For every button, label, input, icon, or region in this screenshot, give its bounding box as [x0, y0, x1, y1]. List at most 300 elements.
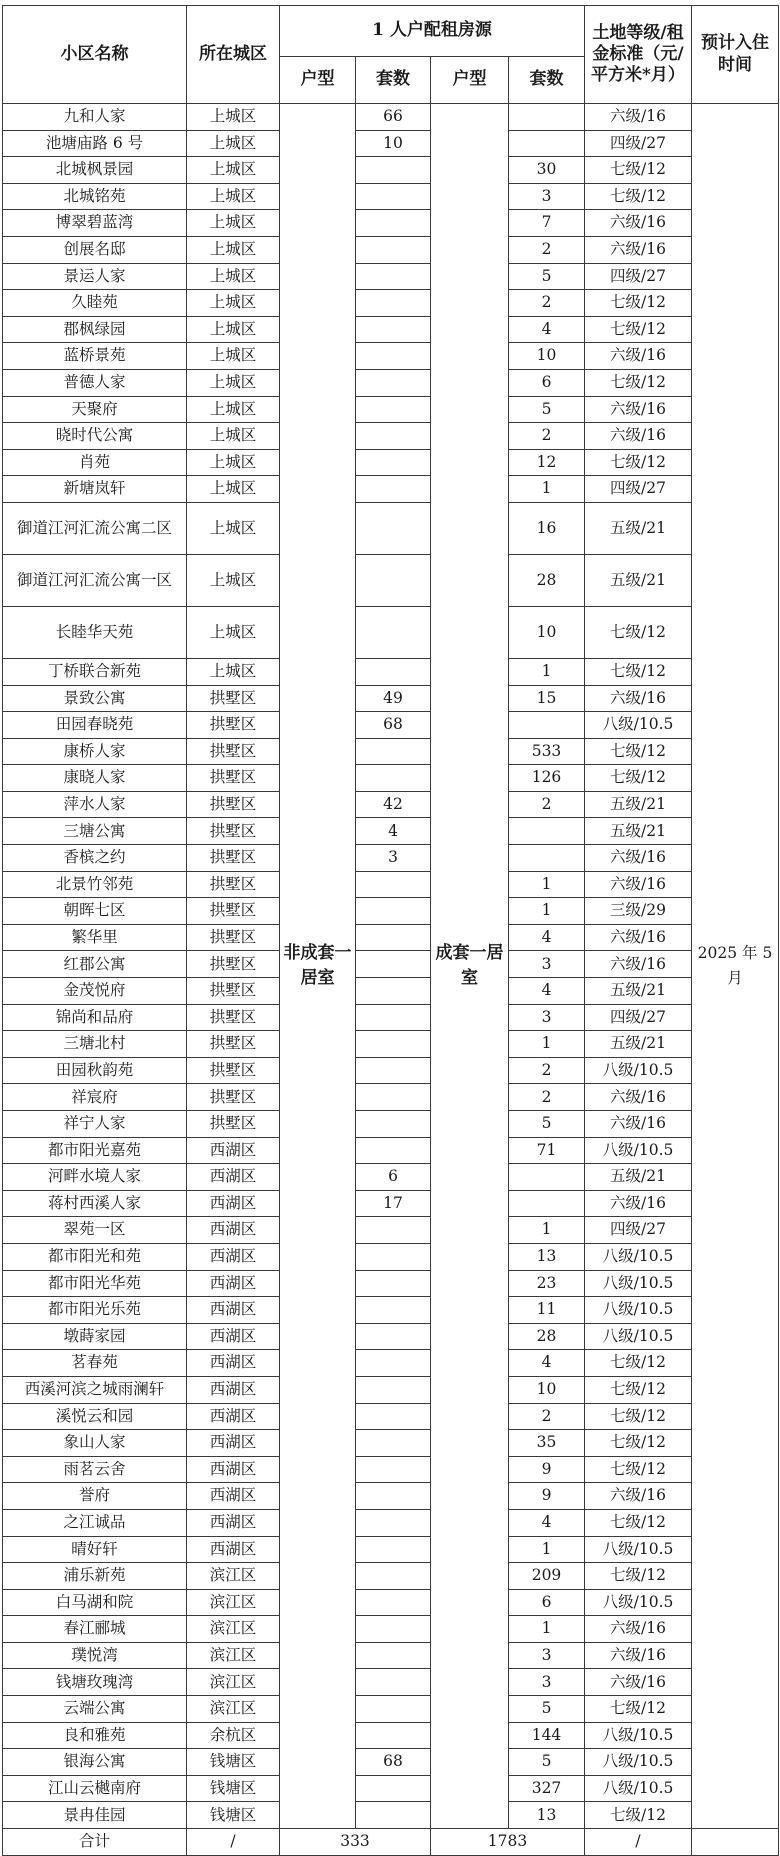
- unit-count-non-suite: [356, 765, 431, 792]
- table-row: [3, 898, 779, 925]
- land-grade-rent: 七级/12: [585, 738, 692, 765]
- community-name: 朝晖七区: [3, 898, 187, 925]
- land-grade-rent: 六级/16: [585, 423, 692, 450]
- community-name: 祥宁人家: [3, 1111, 187, 1138]
- unit-count-non-suite: [356, 449, 431, 476]
- community-name: 康桥人家: [3, 738, 187, 765]
- land-grade-rent: 七级/12: [585, 765, 692, 792]
- unit-count-non-suite: [356, 1616, 431, 1643]
- unit-count-non-suite: [356, 1802, 431, 1829]
- community-name: 金茂悦府: [3, 978, 187, 1005]
- table-row: [3, 316, 779, 343]
- unit-count-non-suite: [356, 1350, 431, 1377]
- land-grade-rent: 六级/16: [585, 685, 692, 712]
- land-grade-rent: 五级/21: [585, 791, 692, 818]
- land-grade-rent: 六级/16: [585, 951, 692, 978]
- community-name: 良和雅苑: [3, 1722, 187, 1749]
- table-row: [3, 1749, 779, 1776]
- land-grade-rent: 七级/12: [585, 157, 692, 184]
- land-grade-rent: 五级/21: [585, 818, 692, 845]
- community-name: 郡枫绿园: [3, 316, 187, 343]
- land-grade-rent: 六级/16: [585, 1616, 692, 1643]
- district-cell: 上城区: [187, 290, 280, 317]
- district-cell: 西湖区: [187, 1164, 280, 1191]
- unit-count-non-suite: [356, 951, 431, 978]
- land-grade-rent: 七级/12: [585, 1563, 692, 1590]
- unit-count-suite: 7: [509, 210, 585, 237]
- unit-count-suite: 4: [509, 316, 585, 343]
- land-grade-rent: 五级/21: [585, 554, 692, 606]
- community-name: 翠苑一区: [3, 1217, 187, 1244]
- table-row: [3, 1642, 779, 1669]
- unit-count-suite: 1: [509, 1031, 585, 1058]
- district-cell: 西湖区: [187, 1350, 280, 1377]
- unit-count-non-suite: [356, 1111, 431, 1138]
- unit-count-non-suite: [356, 1696, 431, 1723]
- community-name: 北城铭苑: [3, 183, 187, 210]
- district-cell: 上城区: [187, 130, 280, 157]
- header-housing-group: 1 人户配租房源: [280, 6, 585, 57]
- district-cell: 滨江区: [187, 1642, 280, 1669]
- rental-housing-table: [2, 5, 779, 1856]
- district-cell: 上城区: [187, 183, 280, 210]
- table-row: [3, 1164, 779, 1191]
- table-row: [3, 606, 779, 658]
- unit-count-suite: 144: [509, 1722, 585, 1749]
- land-grade-rent: 七级/12: [585, 1509, 692, 1536]
- total-move-in: [692, 1829, 779, 1856]
- unit-count-suite: 3: [509, 1004, 585, 1031]
- land-grade-rent: 六级/16: [585, 1669, 692, 1696]
- community-name: 河畔水境人家: [3, 1164, 187, 1191]
- unit-count-non-suite: [356, 1775, 431, 1802]
- district-cell: 滨江区: [187, 1696, 280, 1723]
- unit-count-suite: 28: [509, 554, 585, 606]
- table-row: [3, 476, 779, 503]
- community-name: 都市阳光和苑: [3, 1243, 187, 1270]
- land-grade-rent: 八级/10.5: [585, 1323, 692, 1350]
- unit-count-suite: [509, 712, 585, 739]
- community-name: 锦尚和品府: [3, 1004, 187, 1031]
- table-row: [3, 236, 779, 263]
- land-grade-rent: 五级/21: [585, 1031, 692, 1058]
- community-name: 之江诚品: [3, 1509, 187, 1536]
- unit-count-non-suite: 4: [356, 818, 431, 845]
- unit-count-suite: 13: [509, 1243, 585, 1270]
- unit-count-non-suite: [356, 1217, 431, 1244]
- land-grade-rent: 四级/27: [585, 476, 692, 503]
- table-row: [3, 1111, 779, 1138]
- unit-count-non-suite: 68: [356, 712, 431, 739]
- table-row: [3, 951, 779, 978]
- district-cell: 拱墅区: [187, 738, 280, 765]
- unit-count-suite: 10: [509, 606, 585, 658]
- move-in-time: 2025 年 5 月: [692, 104, 779, 1829]
- table-row: [3, 1376, 779, 1403]
- unit-count-suite: [509, 1164, 585, 1191]
- community-name: 三塘公寓: [3, 818, 187, 845]
- table-row: [3, 130, 779, 157]
- land-grade-rent: 八级/10.5: [585, 712, 692, 739]
- district-cell: 西湖区: [187, 1430, 280, 1457]
- table-body: [3, 104, 779, 1856]
- table-row: [3, 369, 779, 396]
- unit-count-non-suite: [356, 1483, 431, 1510]
- table-row: [3, 449, 779, 476]
- community-name: 都市阳光华苑: [3, 1270, 187, 1297]
- unit-count-non-suite: 49: [356, 685, 431, 712]
- district-cell: 拱墅区: [187, 1111, 280, 1138]
- table-row: [3, 1563, 779, 1590]
- unit-count-non-suite: 66: [356, 104, 431, 131]
- unit-count-suite: [509, 130, 585, 157]
- table-row: [3, 1509, 779, 1536]
- land-grade-rent: 六级/16: [585, 396, 692, 423]
- land-grade-rent: 七级/12: [585, 1456, 692, 1483]
- community-name: 香槟之约: [3, 845, 187, 872]
- community-name: 白马湖和院: [3, 1589, 187, 1616]
- unit-count-non-suite: [356, 423, 431, 450]
- table-row: [3, 1589, 779, 1616]
- community-name: 晓时代公寓: [3, 423, 187, 450]
- district-cell: 上城区: [187, 369, 280, 396]
- unit-count-suite: 6: [509, 1589, 585, 1616]
- unit-count-non-suite: [356, 1403, 431, 1430]
- table-row: [3, 263, 779, 290]
- district-cell: 西湖区: [187, 1270, 280, 1297]
- unit-count-suite: 4: [509, 1509, 585, 1536]
- total-district: /: [187, 1829, 280, 1856]
- land-grade-rent: 五级/21: [585, 978, 692, 1005]
- community-name: 西溪河滨之城雨澜轩: [3, 1376, 187, 1403]
- table-row: [3, 1190, 779, 1217]
- unit-count-suite: 9: [509, 1456, 585, 1483]
- unit-count-non-suite: 10: [356, 130, 431, 157]
- unit-count-non-suite: [356, 396, 431, 423]
- table-row: [3, 554, 779, 606]
- community-name: 晴好轩: [3, 1536, 187, 1563]
- unit-count-non-suite: 68: [356, 1749, 431, 1776]
- community-name: 创展名邸: [3, 236, 187, 263]
- district-cell: 上城区: [187, 502, 280, 554]
- community-name: 肖苑: [3, 449, 187, 476]
- unit-count-non-suite: [356, 236, 431, 263]
- land-grade-rent: 八级/10.5: [585, 1270, 692, 1297]
- district-cell: 西湖区: [187, 1297, 280, 1324]
- unit-count-non-suite: [356, 924, 431, 951]
- unit-count-suite: [509, 818, 585, 845]
- district-cell: 上城区: [187, 658, 280, 685]
- unit-count-suite: 5: [509, 263, 585, 290]
- district-cell: 上城区: [187, 554, 280, 606]
- land-grade-rent: 八级/10.5: [585, 1057, 692, 1084]
- table-row: [3, 1775, 779, 1802]
- unit-count-suite: 30: [509, 157, 585, 184]
- unit-count-suite: 209: [509, 1563, 585, 1590]
- community-name: 茗春苑: [3, 1350, 187, 1377]
- district-cell: 拱墅区: [187, 978, 280, 1005]
- land-grade-rent: 四级/27: [585, 263, 692, 290]
- unit-count-non-suite: [356, 290, 431, 317]
- unit-count-non-suite: [356, 316, 431, 343]
- table-row: [3, 1536, 779, 1563]
- land-grade-rent: 七级/12: [585, 369, 692, 396]
- district-cell: 滨江区: [187, 1669, 280, 1696]
- table-row: [3, 1696, 779, 1723]
- community-name: 溪悦云和园: [3, 1403, 187, 1430]
- table-row: [3, 1137, 779, 1164]
- district-cell: 滨江区: [187, 1589, 280, 1616]
- district-cell: 拱墅区: [187, 685, 280, 712]
- unit-count-suite: 35: [509, 1430, 585, 1457]
- unit-count-suite: [509, 845, 585, 872]
- table-row: [3, 1057, 779, 1084]
- community-name: 三塘北村: [3, 1031, 187, 1058]
- unit-count-suite: 4: [509, 1350, 585, 1377]
- community-name: 浦乐新苑: [3, 1563, 187, 1590]
- table-row: [3, 712, 779, 739]
- header-type-1: 户型: [280, 57, 356, 104]
- unit-count-suite: 10: [509, 1376, 585, 1403]
- unit-count-suite: 11: [509, 1297, 585, 1324]
- land-grade-rent: 三级/29: [585, 898, 692, 925]
- unit-count-suite: 5: [509, 1749, 585, 1776]
- unit-count-suite: 1: [509, 898, 585, 925]
- land-grade-rent: 七级/12: [585, 290, 692, 317]
- table-row: [3, 791, 779, 818]
- unit-count-non-suite: [356, 1669, 431, 1696]
- district-cell: 拱墅区: [187, 1057, 280, 1084]
- total-row: [3, 1829, 779, 1856]
- community-name: 景运人家: [3, 263, 187, 290]
- land-grade-rent: 七级/12: [585, 1696, 692, 1723]
- district-cell: 西湖区: [187, 1217, 280, 1244]
- unit-count-non-suite: [356, 263, 431, 290]
- land-grade-rent: 七级/12: [585, 606, 692, 658]
- district-cell: 上城区: [187, 316, 280, 343]
- land-grade-rent: 八级/10.5: [585, 1589, 692, 1616]
- unit-count-suite: 1: [509, 476, 585, 503]
- unit-count-suite: 9: [509, 1483, 585, 1510]
- land-grade-rent: 八级/10.5: [585, 1536, 692, 1563]
- district-cell: 拱墅区: [187, 1084, 280, 1111]
- unit-count-suite: 3: [509, 951, 585, 978]
- unit-count-non-suite: [356, 1243, 431, 1270]
- unit-count-suite: 28: [509, 1323, 585, 1350]
- unit-count-suite: 2: [509, 423, 585, 450]
- unit-count-suite: [509, 1190, 585, 1217]
- unit-count-non-suite: [356, 476, 431, 503]
- header-type-2: 户型: [431, 57, 509, 104]
- unit-count-non-suite: [356, 502, 431, 554]
- table-row: [3, 1243, 779, 1270]
- unit-count-non-suite: [356, 1031, 431, 1058]
- table-row: [3, 502, 779, 554]
- table-row: [3, 423, 779, 450]
- community-name: 蓝桥景苑: [3, 343, 187, 370]
- community-name: 繁华里: [3, 924, 187, 951]
- land-grade-rent: 八级/10.5: [585, 1243, 692, 1270]
- unit-count-suite: 3: [509, 183, 585, 210]
- district-cell: 西湖区: [187, 1536, 280, 1563]
- table-row: [3, 183, 779, 210]
- unit-count-non-suite: 17: [356, 1190, 431, 1217]
- unit-count-suite: 13: [509, 1802, 585, 1829]
- total-count-non-suite: 333: [280, 1829, 431, 1856]
- community-name: 田园秋韵苑: [3, 1057, 187, 1084]
- unit-count-suite: 5: [509, 1696, 585, 1723]
- table-row: [3, 978, 779, 1005]
- unit-count-non-suite: [356, 210, 431, 237]
- unit-count-suite: 533: [509, 738, 585, 765]
- unit-count-non-suite: [356, 1004, 431, 1031]
- header-move-in: 预计入住时间: [692, 6, 779, 104]
- table-row: [3, 845, 779, 872]
- unit-count-non-suite: [356, 898, 431, 925]
- district-cell: 拱墅区: [187, 1031, 280, 1058]
- district-cell: 拱墅区: [187, 791, 280, 818]
- community-name: 红郡公寓: [3, 951, 187, 978]
- district-cell: 上城区: [187, 263, 280, 290]
- unit-count-non-suite: 42: [356, 791, 431, 818]
- unit-count-suite: 126: [509, 765, 585, 792]
- table-row: [3, 1084, 779, 1111]
- community-name: 新塘岚轩: [3, 476, 187, 503]
- land-grade-rent: 七级/12: [585, 1802, 692, 1829]
- community-name: 御道江河汇流公寓一区: [3, 554, 187, 606]
- unit-count-non-suite: [356, 1270, 431, 1297]
- community-name: 北城枫景园: [3, 157, 187, 184]
- unit-count-suite: 2: [509, 791, 585, 818]
- district-cell: 上城区: [187, 236, 280, 263]
- community-name: 江山云樾南府: [3, 1775, 187, 1802]
- unit-count-non-suite: [356, 1430, 431, 1457]
- community-name: 都市阳光嘉苑: [3, 1137, 187, 1164]
- unit-count-suite: 2: [509, 1403, 585, 1430]
- land-grade-rent: 六级/16: [585, 1190, 692, 1217]
- unit-count-suite: 1: [509, 871, 585, 898]
- community-name: 钱塘玫瑰湾: [3, 1669, 187, 1696]
- land-grade-rent: 四级/27: [585, 130, 692, 157]
- district-cell: 西湖区: [187, 1137, 280, 1164]
- district-cell: 西湖区: [187, 1243, 280, 1270]
- community-name: 九和人家: [3, 104, 187, 131]
- unit-count-non-suite: [356, 738, 431, 765]
- community-name: 萍水人家: [3, 791, 187, 818]
- land-grade-rent: 七级/12: [585, 1376, 692, 1403]
- unit-count-non-suite: [356, 369, 431, 396]
- header-land-grade: 土地等级/租金标准（元/平方米*月）: [585, 6, 692, 104]
- community-name: 池塘庙路 6 号: [3, 130, 187, 157]
- land-grade-rent: 六级/16: [585, 343, 692, 370]
- table-row: [3, 1669, 779, 1696]
- community-name: 象山人家: [3, 1430, 187, 1457]
- unit-count-non-suite: [356, 1456, 431, 1483]
- district-cell: 上城区: [187, 396, 280, 423]
- land-grade-rent: 六级/16: [585, 871, 692, 898]
- community-name: 春江郦城: [3, 1616, 187, 1643]
- community-name: 北景竹邻苑: [3, 871, 187, 898]
- header-count-2: 套数: [509, 57, 585, 104]
- district-cell: 钱塘区: [187, 1802, 280, 1829]
- table-row: [3, 396, 779, 423]
- table-row: [3, 738, 779, 765]
- land-grade-rent: 五级/21: [585, 1164, 692, 1191]
- unit-count-non-suite: [356, 978, 431, 1005]
- district-cell: 西湖区: [187, 1456, 280, 1483]
- table-row: [3, 818, 779, 845]
- unit-count-suite: 2: [509, 1057, 585, 1084]
- district-cell: 拱墅区: [187, 924, 280, 951]
- community-name: 丁桥联合新苑: [3, 658, 187, 685]
- unit-count-suite: 2: [509, 236, 585, 263]
- district-cell: 上城区: [187, 157, 280, 184]
- land-grade-rent: 六级/16: [585, 210, 692, 237]
- community-name: 雨茗云舍: [3, 1456, 187, 1483]
- unit-count-suite: 6: [509, 369, 585, 396]
- land-grade-rent: 七级/12: [585, 449, 692, 476]
- district-cell: 钱塘区: [187, 1749, 280, 1776]
- table-row: [3, 924, 779, 951]
- table-row: [3, 765, 779, 792]
- community-name: 都市阳光乐苑: [3, 1297, 187, 1324]
- land-grade-rent: 五级/21: [585, 502, 692, 554]
- table-row: [3, 1456, 779, 1483]
- unit-count-suite: 3: [509, 1642, 585, 1669]
- table-row: [3, 1004, 779, 1031]
- district-cell: 余杭区: [187, 1722, 280, 1749]
- table-row: [3, 1270, 779, 1297]
- district-cell: 西湖区: [187, 1376, 280, 1403]
- unit-count-non-suite: [356, 658, 431, 685]
- unit-count-suite: 4: [509, 924, 585, 951]
- land-grade-rent: 八级/10.5: [585, 1775, 692, 1802]
- district-cell: 拱墅区: [187, 845, 280, 872]
- community-name: 博翠碧蓝湾: [3, 210, 187, 237]
- table-row: [3, 1802, 779, 1829]
- unit-count-suite: [509, 104, 585, 131]
- unit-count-non-suite: [356, 183, 431, 210]
- community-name: 长睦华天苑: [3, 606, 187, 658]
- unit-count-non-suite: [356, 554, 431, 606]
- district-cell: 西湖区: [187, 1483, 280, 1510]
- community-name: 田园春晓苑: [3, 712, 187, 739]
- unit-count-non-suite: [356, 1642, 431, 1669]
- land-grade-rent: 七级/12: [585, 1350, 692, 1377]
- land-grade-rent: 六级/16: [585, 1642, 692, 1669]
- land-grade-rent: 八级/10.5: [585, 1749, 692, 1776]
- community-name: 普德人家: [3, 369, 187, 396]
- table-row: [3, 210, 779, 237]
- district-cell: 拱墅区: [187, 951, 280, 978]
- community-name: 景致公寓: [3, 685, 187, 712]
- table-row: [3, 1430, 779, 1457]
- district-cell: 上城区: [187, 210, 280, 237]
- table-row: [3, 1722, 779, 1749]
- community-name: 云端公寓: [3, 1696, 187, 1723]
- land-grade-rent: 六级/16: [585, 924, 692, 951]
- total-label: 合计: [3, 1829, 187, 1856]
- unit-count-non-suite: [356, 1084, 431, 1111]
- district-cell: 上城区: [187, 606, 280, 658]
- district-cell: 滨江区: [187, 1616, 280, 1643]
- unit-count-non-suite: [356, 157, 431, 184]
- table-row: [3, 871, 779, 898]
- district-cell: 拱墅区: [187, 765, 280, 792]
- district-cell: 西湖区: [187, 1323, 280, 1350]
- land-grade-rent: 八级/10.5: [585, 1297, 692, 1324]
- land-grade-rent: 六级/16: [585, 1483, 692, 1510]
